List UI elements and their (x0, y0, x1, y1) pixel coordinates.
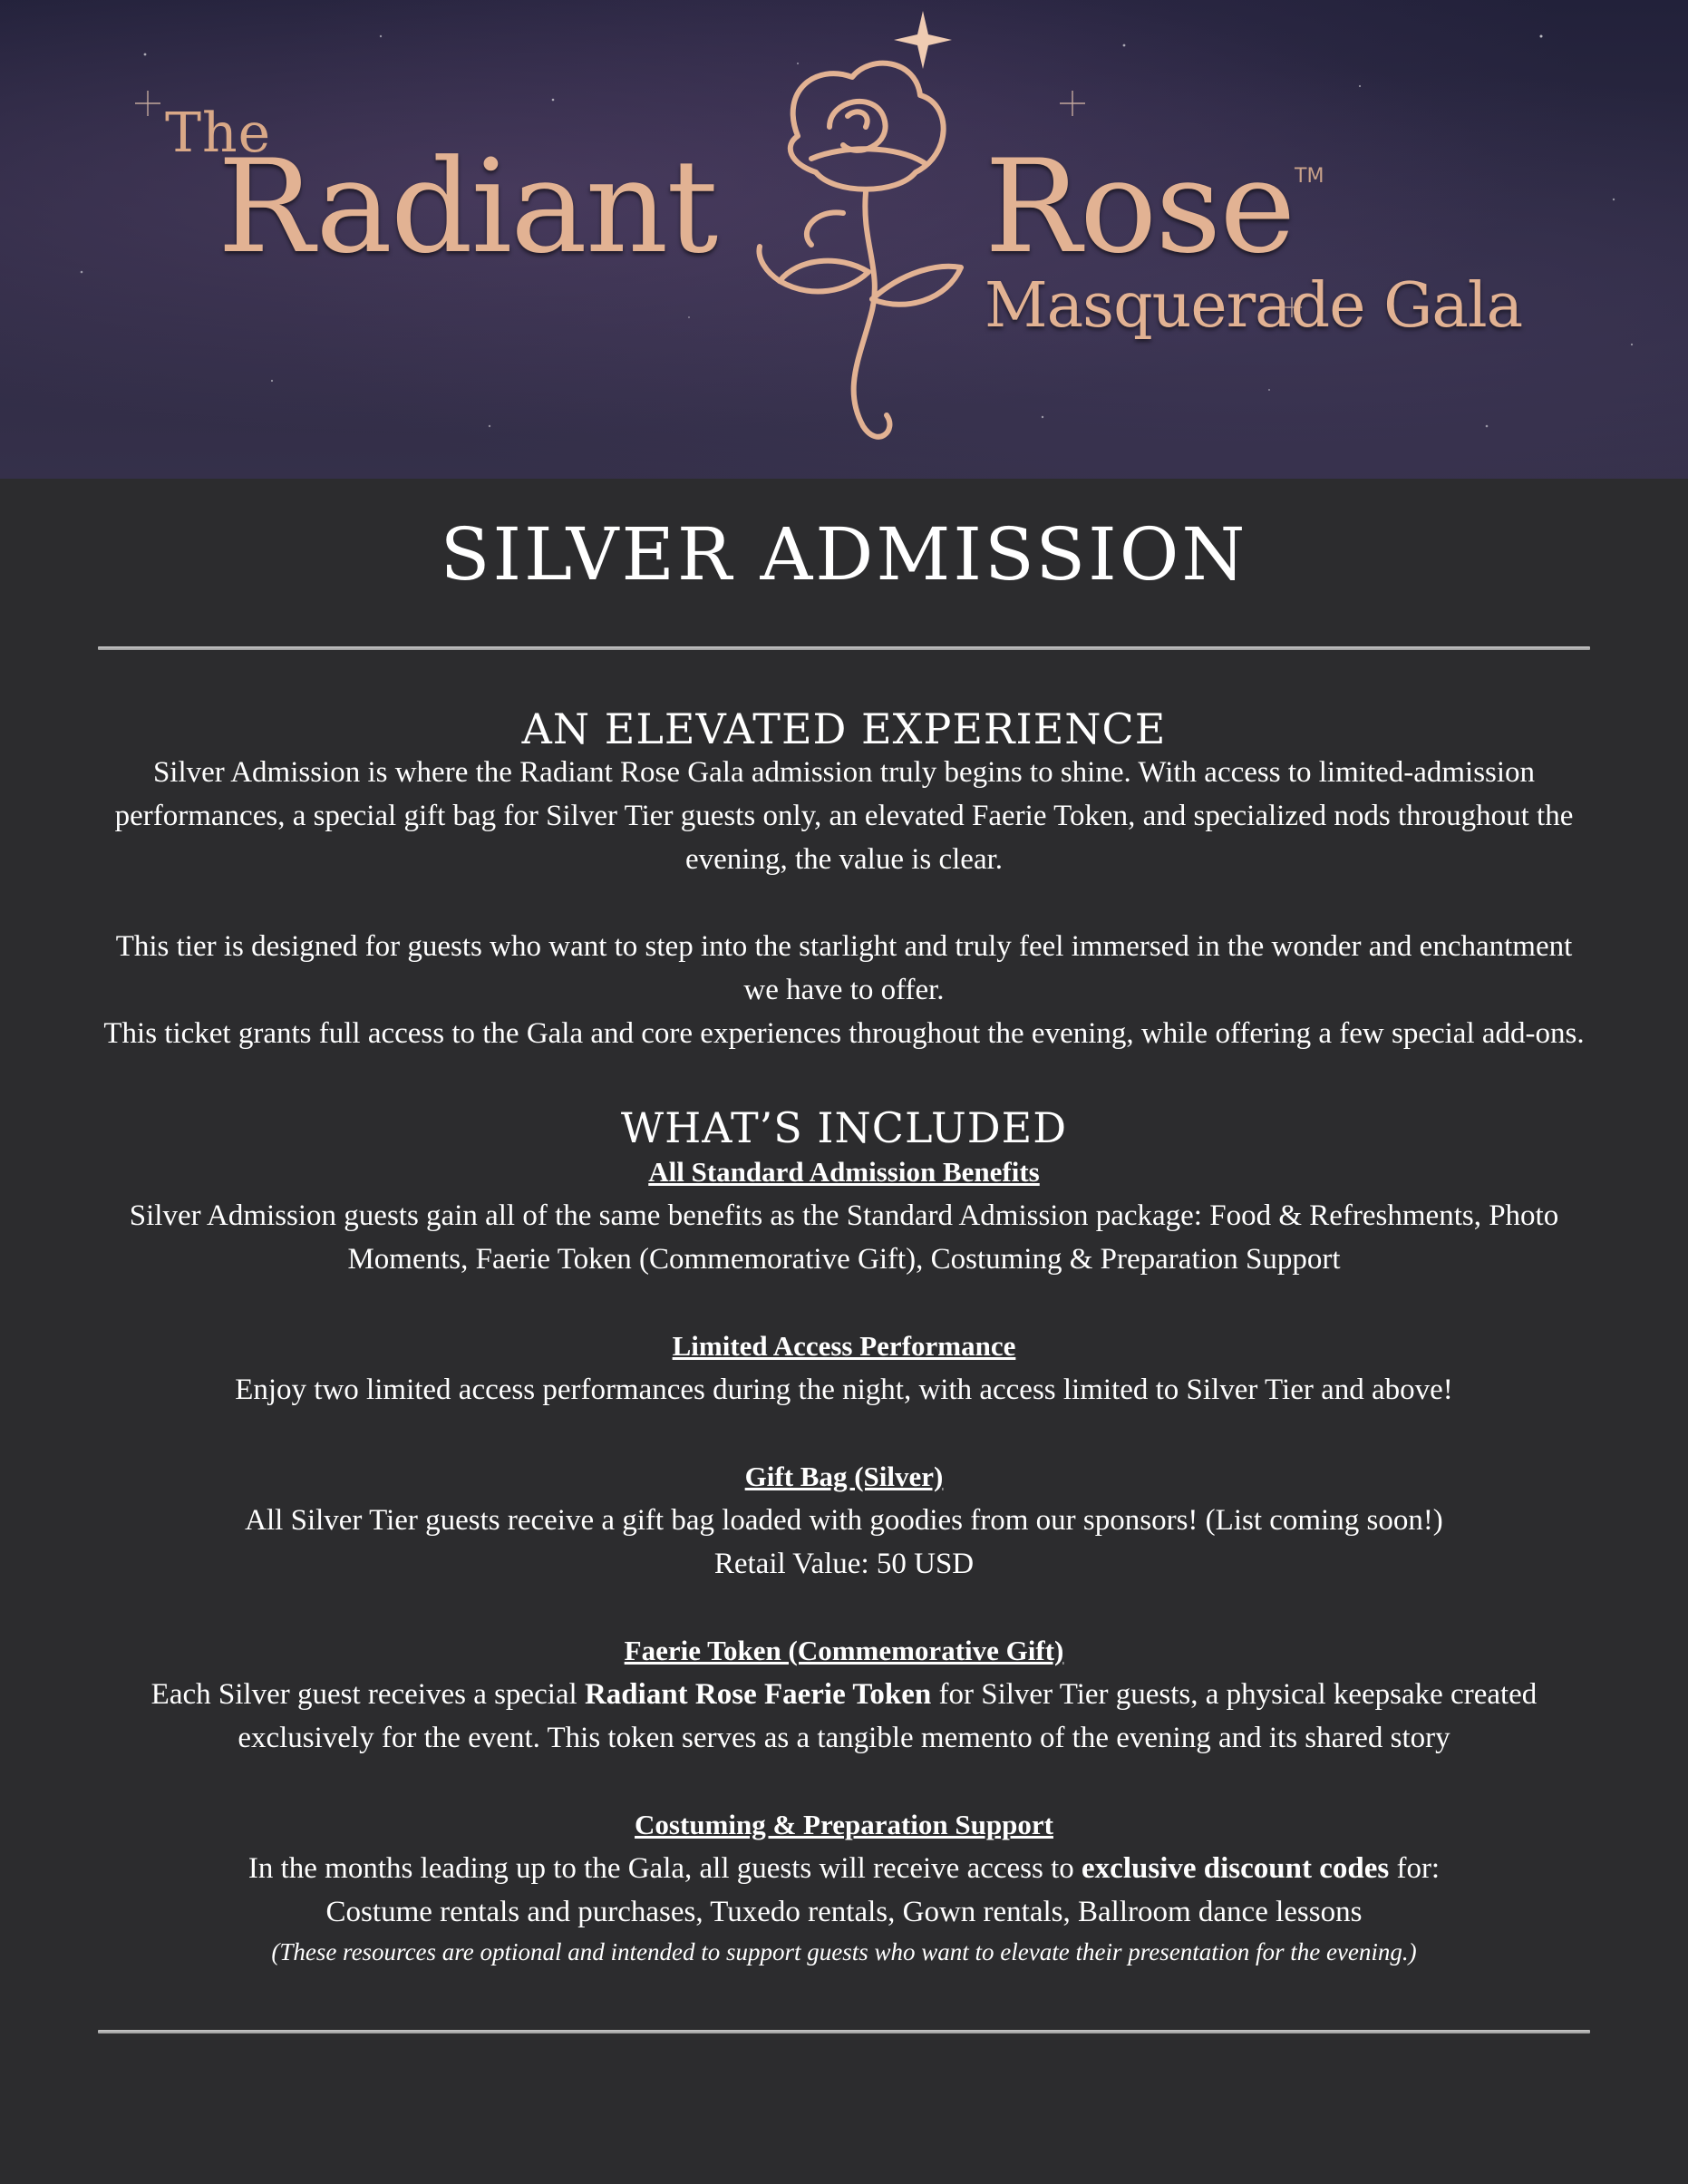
costuming-note: (These resources are optional and intended to support guests who want to elevate their presentation for the evening.) (271, 1937, 1417, 1966)
experience-paragraph-1: Silver Admission is where the Radiant Rose Gala admission truly begins to shine. With access to limited-admission performances, a special gift bag for Silver Tier guests only, an elevated Faerie Token, and specialized nods throughout the evening, the value is clear. (114, 756, 1574, 877)
logo-subtitle: Masquerade Gala (985, 270, 1523, 342)
discount-codes-bold: exclusive discount codes (1082, 1851, 1390, 1885)
faerie-token-text: Each Silver guest receives a special Radiant Rose Faerie Token for Silver Tier guests, a physical keepsake created exclusively for the event. This token serves as a tangible memento of the evening and its shared story (150, 1677, 1538, 1754)
standard-benefits-title: All Standard Admission Benefits (648, 1155, 1040, 1188)
faerie-token-bold: Radiant Rose Faerie Token (584, 1677, 932, 1711)
standard-benefits-text: Silver Admission guests gain all of the same benefits as the Standard Admission package: Food & Refreshments, Photo Moments, Faerie Token (Commemorative Gift), Costuming & Preparation Support (129, 1199, 1559, 1276)
performance-text: Enjoy two limited access performances during the night, with access limited to Silver Tier and above! (235, 1373, 1453, 1406)
top-divider (98, 646, 1590, 650)
hero-banner (0, 0, 1688, 479)
experience-paragraph-2: This tier is designed for guests who want to step into the starlight and truly feel immersed in the wonder and enchantment we have to offer. (115, 930, 1573, 1007)
rose-emblem-icon (759, 11, 961, 437)
logo-the-text: The (165, 102, 272, 165)
experience-heading: AN ELEVATED EXPERIENCE (521, 704, 1167, 753)
content-body (98, 704, 1590, 1970)
gift-bag-title: Gift Bag (Silver) (744, 1460, 944, 1492)
gift-bag-value: Retail Value: 50 USD (713, 1547, 975, 1580)
included-heading: WHAT’S INCLUDED (620, 1103, 1068, 1153)
logo-radiant-text: Radiant (218, 132, 717, 282)
gift-bag-text: All Silver Tier guests receive a gift bag loaded with goodies from our sponsors! (List coming soon!) (245, 1503, 1443, 1537)
costuming-title: Costuming & Preparation Support (635, 1808, 1053, 1840)
experience-paragraph-3: This ticket grants full access to the Gala and core experiences throughout the evening, while offering a few special add-ons. (103, 1017, 1585, 1051)
logo-rose-text: Rose (985, 132, 1295, 282)
bottom-divider (98, 2030, 1590, 2034)
costuming-list: Costume rentals and purchases, Tuxedo rentals, Gown rentals, Ballroom dance lessons (325, 1895, 1363, 1928)
costuming-text: In the months leading up to the Gala, all guests will receive access to exclusive discount codes for: (247, 1851, 1441, 1885)
page-title: SILVER ADMISSION (440, 512, 1248, 597)
trademark-mark: TM (1295, 165, 1324, 188)
faerie-token-title: Faerie Token (Commemorative Gift) (624, 1634, 1064, 1666)
performance-title: Limited Access Performance (672, 1329, 1016, 1362)
